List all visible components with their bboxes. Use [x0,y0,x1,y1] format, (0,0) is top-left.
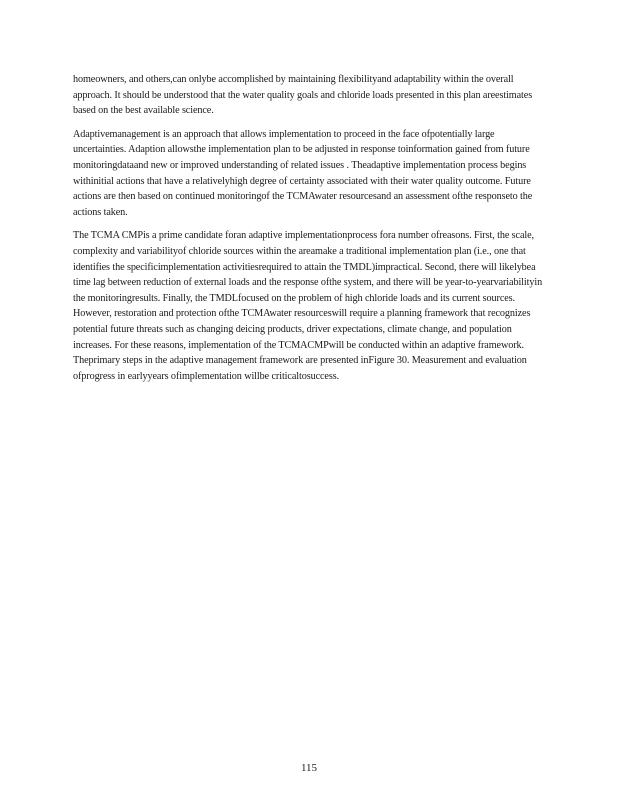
paragraph-2: Adaptivemanagement is an approach that allows implementation to proceed in the face ofpotentially large uncertainties. Adaption allowsthe implementation plan to be adjusted in response toinformation gained from future monitoringdataand new or improved understanding of related issues . Theadaptive implementation process begins withinitial actions that have a relativelyhigh degree of certainty associated with their water quality outcome. Future actions are then based on continued monitoringof the TCMAwater resourcesand an assessment ofthe responseto the actions taken. [73,128,533,218]
page-number: 115 [300,762,318,774]
body-text [73,72,547,392]
paragraph-3: The TCMA CMPis a prime candidate foran adaptive implementationprocess fora number ofreasons. First, the scale, complexity and variabilityof chloride sources within the areamake a traditional implementation plan (i.e., one that identifies the specificimplementation activitiesrequired to attain the TMDL)impractical. Second, there will likelybea time lag between reduction of external loads and the response ofthe system, and there will be year-to-yearvariabilityin the monitoringresults. Finally, the TMDLfocused on the problem of high chloride loads and its current sources. However, restoration and protection ofthe TCMAwater resourceswill require a planning framework that recognizes potential future threats such as changing deicing products, driver expectations, climate change, and population increases. For these reasons, implementation of the TCMACMPwill be conducted within an adaptive framework. Theprimary steps in the adaptive management framework are presented inFigure 30. Measurement and evaluation ofprogress in earlyyears ofimplementation willbe criticaltosuccess. [73,230,543,382]
paragraph-1: homeowners, and others,can onlybe accomplished by maintaining flexibilityand adaptability within the overall approach. It should be understood that the water quality goals and chloride loads presented in this plan areestimates based on the best available science. [73,74,533,117]
